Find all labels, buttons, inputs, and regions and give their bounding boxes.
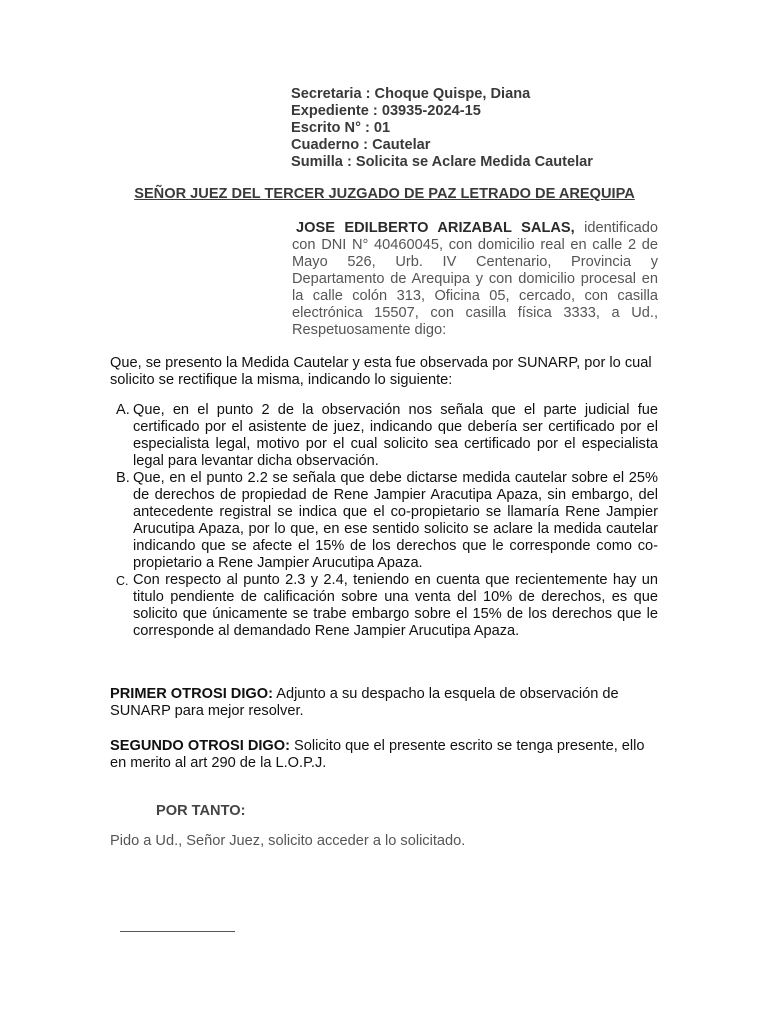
list-item <box>110 572 658 640</box>
por-tanto-heading: POR TANTO: <box>156 803 246 819</box>
list-marker: B. <box>116 470 130 486</box>
applicant-name: JOSE EDILBERTO ARIZABAL SALAS, <box>296 220 575 236</box>
opening-paragraph: Que, se presento la Medida Cautelar y esta fue observada por SUNARP, por lo cual solicito se rectifique la misma, indicando lo siguiente: <box>110 355 652 388</box>
sumilla-line: Sumilla : Solicita se Aclare Medida Cautelar <box>291 154 593 170</box>
list-item <box>110 402 658 470</box>
segundo-otrosi-text: Solicito que el presente escrito se tenga presente, ello en merito al art 290 de la L.O.P.J. <box>110 738 645 771</box>
list-item-text: Con respecto al punto 2.3 y 2.4, teniendo en cuenta que recientemente hay un titulo pendiente de calificación sobre una venta del 10% de derechos, es que solicito que únicamente se trabe embargo sobre el 15% de los derechos que le corresponde al demandado Rene Jampier Arucutipa Apaza. <box>133 572 658 639</box>
escrito-line: Escrito N° : 01 <box>291 120 391 136</box>
cuaderno-line: Cuaderno : Cautelar <box>291 137 431 153</box>
segundo-otrosi-label: SEGUNDO OTROSI DIGO: <box>110 738 290 754</box>
segundo-otrosi-paragraph <box>110 738 658 772</box>
list-item-text: Que, en el punto 2 de la observación nos señala que el parte judicial fue certificado por el asistente de juez, indicando que debería ser certificado por el especialista legal, motivo por el cual solicito sea certificado por el especialista legal para levantar dicha observación. <box>133 402 658 469</box>
case-header <box>291 86 671 171</box>
list-item <box>110 470 658 572</box>
expediente-line: Expediente : 03935-2024-15 <box>291 103 481 119</box>
list-marker: A. <box>116 402 130 418</box>
list-item-text: Que, en el punto 2.2 se señala que debe dictarse medida cautelar sobre el 25% de derechos de propiedad de Rene Jampier Aracutipa Apaza, sin embargo, del antecedente registral se indica que el co-propietario se llamaría Rene Jampier Arucutipa Apaza, por lo que, en ese sentido solicito se aclare la medida cautelar indicando que se afecte el 15% de los derechos que le corresponde como co-propietario a Rene Jampier Arucutipa Apaza. <box>133 470 658 571</box>
intro-paragraph <box>292 220 658 339</box>
court-title: SEÑOR JUEZ DEL TERCER JUZGADO DE PAZ LETRADO DE AREQUIPA <box>134 186 635 202</box>
intro-text: identificado con DNI N° 40460045, con domicilio real en calle 2 de Mayo 526, Urb. IV Centenario, Provincia y Departamento de Arequipa y con domicilio procesal en la calle colón 313, Oficina 05, cercado, con casilla electrónica 15507, con casilla física 3333, a Ud., Respetuosamente digo: <box>292 220 658 338</box>
observations-list <box>110 402 658 640</box>
list-marker: C. <box>116 574 129 588</box>
primer-otrosi-paragraph <box>110 686 658 720</box>
primer-otrosi-label: PRIMER OTROSI DIGO: <box>110 686 273 702</box>
closing-request: Pido a Ud., Señor Juez, solicito acceder a lo solicitado. <box>110 833 466 849</box>
secretaria-line: Secretaria : Choque Quispe, Diana <box>291 86 531 102</box>
primer-otrosi-text: Adjunto a su despacho la esquela de observación de SUNARP para mejor resolver. <box>110 686 619 719</box>
signature-line <box>120 931 235 932</box>
